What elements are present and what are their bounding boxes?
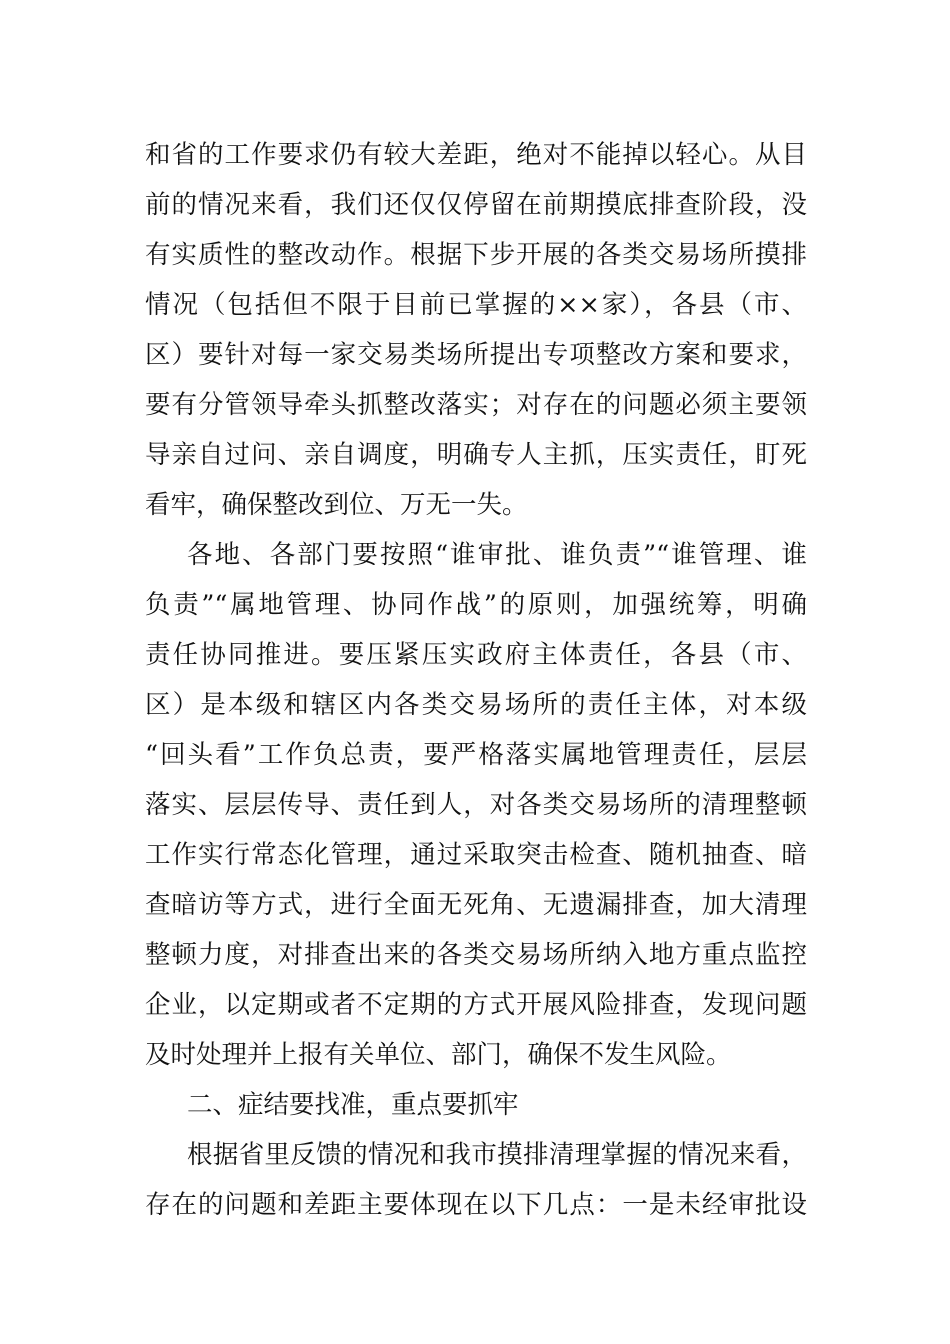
text-line: 存在的问题和差距主要体现在以下几点：一是未经审批设 [145,1190,807,1220]
text-line: 落实、层层传导、责任到人，对各类交易场所的清理整顿 [145,790,807,820]
text-line: 要有分管领导牵头抓整改落实；对存在的问题必须主要领 [145,390,807,420]
text-line: 区）是本级和辖区内各类交易场所的责任主体，对本级 [145,690,807,720]
section-heading-text: 二、症结要找准，重点要抓牢 [187,1090,519,1120]
paragraph-3 [145,1130,807,1230]
text-line: “回头看”工作负总责，要严格落实属地管理责任，层层 [145,740,807,770]
paragraph-1 [145,130,807,530]
text-line: 工作实行常态化管理，通过采取突击检查、随机抽查、暗 [145,840,807,870]
text-line: 区）要针对每一家交易类场所提出专项整改方案和要求， [145,340,807,370]
text-line: 看牢，确保整改到位、万无一失。 [145,490,528,520]
text-line: 根据省里反馈的情况和我市摸排清理掌握的情况来看， [187,1140,807,1170]
text-line: 各地、各部门要按照“谁审批、谁负责”“谁管理、谁 [187,540,807,570]
text-line: 查暗访等方式，进行全面无死角、无遗漏排查，加大清理 [145,890,807,920]
text-line: 企业，以定期或者不定期的方式开展风险排查，发现问题 [145,990,807,1020]
text-line: 负责”“属地管理、协同作战”的原则，加强统筹，明确 [145,590,807,620]
text-line: 前的情况来看，我们还仅仅停留在前期摸底排查阶段，没 [145,190,807,220]
text-line: 及时处理并上报有关单位、部门，确保不发生风险。 [145,1040,732,1070]
text-line: 责任协同推进。要压紧压实政府主体责任，各县（市、 [145,640,807,670]
text-line: 整顿力度，对排查出来的各类交易场所纳入地方重点监控 [145,940,807,970]
text-line: 情况（包括但不限于目前已掌握的××家），各县（市、 [145,290,807,320]
text-line: 导亲自过问、亲自调度，明确专人主抓，压实责任，盯死 [145,440,807,470]
paragraph-2 [145,530,807,1080]
section-heading [145,1080,807,1130]
document-body [145,130,807,1230]
text-line: 有实质性的整改动作。根据下步开展的各类交易场所摸排 [145,240,807,270]
text-line: 和省的工作要求仍有较大差距，绝对不能掉以轻心。从目 [145,140,807,170]
